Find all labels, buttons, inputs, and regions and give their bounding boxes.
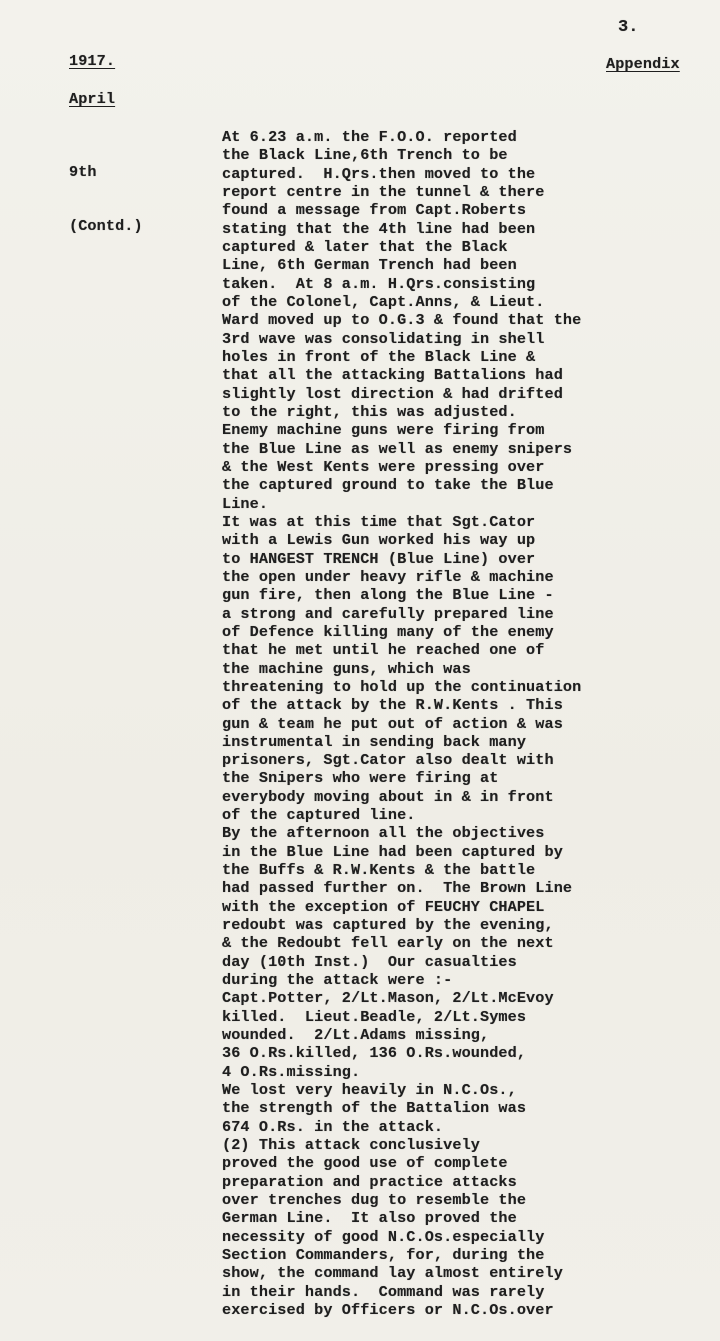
diary-body-text [222,128,717,1319]
body-line: We lost very heavily in N.C.Os., [222,1081,517,1100]
body-line: At 6.23 a.m. the F.O.O. reported [222,128,517,146]
body-line: slightly lost direction & had drifted [222,384,563,403]
page-number: 3. [618,18,639,37]
year-heading: 1917. [69,52,116,70]
body-line: Line, 6th German Trench had been [222,256,517,275]
body-line: gun fire, then along the Blue Line - [222,586,554,605]
body-line: redoubt was captured by the evening, [222,916,554,935]
body-line: day (10th Inst.) Our casualties [222,952,517,971]
body-line: everybody moving about in & in front [222,787,554,806]
body-line: in their hands. Command was rarely [222,1282,545,1301]
body-line: captured. H.Qrs.then moved to the [222,164,536,183]
body-line: preparation and practice attacks [222,1172,517,1191]
body-line: the Blue Line as well as enemy snipers [222,439,573,458]
body-line: of the attack by the R.W.Kents . This [222,696,563,715]
body-line: 3rd wave was consolidating in shell [222,329,545,348]
body-line: the strength of the Battalion was [222,1099,527,1118]
body-line: (2) This attack conclusively [222,1136,480,1155]
body-line: of Defence killing many of the enemy [222,622,554,641]
body-line: a strong and carefully prepared line [222,604,554,623]
body-line: exercised by Officers or N.C.Os.over [222,1301,554,1319]
month-heading: April [69,90,116,108]
body-line: stating that the 4th line had been [222,219,536,238]
body-line: in the Blue Line had been captured by [222,842,563,861]
body-line: captured & later that the Black [222,237,508,256]
body-line: By the afternoon all the objectives [222,824,545,843]
body-line: threatening to hold up the continuation [222,677,582,696]
body-line: the captured ground to take the Blue [222,476,554,495]
body-line: the machine guns, which was [222,659,471,678]
body-line: Capt.Potter, 2/Lt.Mason, 2/Lt.McEvoy [222,989,554,1008]
body-line: Section Commanders, for, during the [222,1246,545,1265]
body-line: to HANGEST TRENCH (Blue Line) over [222,549,536,568]
body-line: during the attack were :- [222,971,453,990]
body-line: necessity of good N.C.Os.especially [222,1227,545,1246]
body-line: taken. At 8 a.m. H.Qrs.consisting [222,274,536,293]
body-line: that all the attacking Battalions had [222,366,563,385]
body-line: of the Colonel, Capt.Anns, & Lieut. [222,292,545,311]
body-line: the Buffs & R.W.Kents & the battle [222,861,536,880]
body-line: killed. Lieut.Beadle, 2/Lt.Symes [222,1007,527,1026]
body-line: show, the command lay almost entirely [222,1264,563,1283]
body-line: 4 O.Rs.missing. [222,1062,361,1081]
body-line: Line. [222,494,269,513]
body-line: prisoners, Sgt.Cator also dealt with [222,751,554,770]
entry-date [69,126,143,272]
body-line: wounded. 2/Lt.Adams missing, [222,1026,490,1045]
body-line: over trenches dug to resemble the [222,1191,527,1210]
body-line: with a Lewis Gun worked his way up [222,531,536,550]
body-line: It was at this time that Sgt.Cator [222,512,536,531]
body-line: report centre in the tunnel & there [222,182,545,201]
body-line: with the exception of FEUCHY CHAPEL [222,897,545,916]
body-line: found a message from Capt.Roberts [222,201,527,220]
body-line: 36 O.Rs.killed, 136 O.Rs.wounded, [222,1044,527,1063]
entry-date-contd: (Contd.) [69,217,143,236]
body-line: German Line. It also proved the [222,1209,517,1228]
body-line: holes in front of the Black Line & [222,347,536,366]
body-line: & the Redoubt fell early on the next [222,934,554,953]
entry-date-day: 9th [69,162,97,181]
body-line: Ward moved up to O.G.3 & found that the [222,311,582,330]
body-line: to the right, this was adjusted. [222,402,517,421]
body-line: proved the good use of complete [222,1154,508,1173]
body-line: gun & team he put out of action & was [222,714,563,733]
body-line: instrumental in sending back many [222,732,527,751]
body-line: of the captured line. [222,806,416,825]
appendix-label: Appendix [606,55,680,73]
body-line: & the West Kents were pressing over [222,457,545,476]
body-line: the Snipers who were firing at [222,769,499,788]
body-line: Enemy machine guns were firing from [222,421,545,440]
body-line: had passed further on. The Brown Line [222,879,573,898]
body-line: that he met until he reached one of [222,641,545,660]
body-line: 674 O.Rs. in the attack. [222,1117,444,1136]
body-line: the Black Line,6th Trench to be [222,146,508,165]
body-line: the open under heavy rifle & machine [222,567,554,586]
